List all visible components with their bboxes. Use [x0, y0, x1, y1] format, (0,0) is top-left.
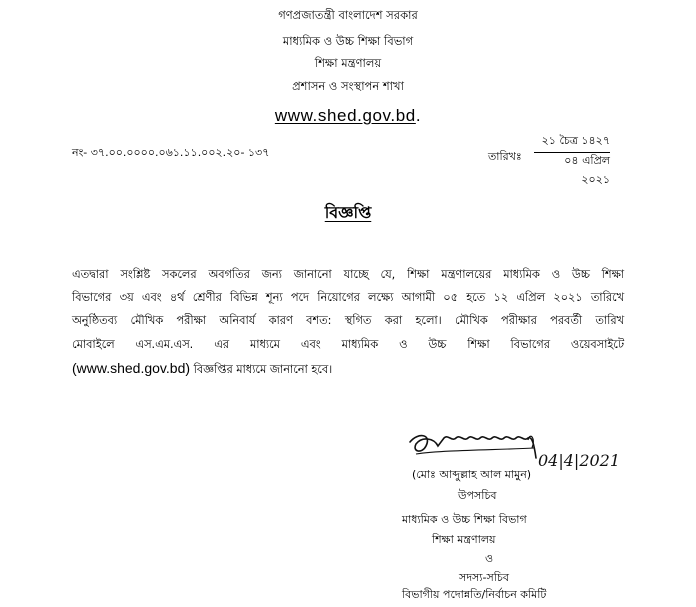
signatory-ministry: শিক্ষা মন্ত্রণালয়: [432, 533, 496, 546]
body-line-5: [72, 359, 624, 379]
body-line-1: এতদ্বারা সংশ্লিষ্ট সকলের অবগতির জন্য জানানো যাচ্ছে যে, শিক্ষা মন্ত্রণালয়ের মাধ্যমিক ও উচ্চ শিক্ষা: [72, 268, 624, 281]
section-name: প্রশাসন ও সংস্থাপন শাখা: [292, 79, 404, 93]
signatory-name: (মোঃ আব্দুল্লাহ আল মামুন): [412, 468, 532, 481]
memo-number: নং- ৩৭.০০.০০০০.০৬১.১১.০০২.২০- ১৩৭: [72, 146, 270, 159]
notice-title: [0, 200, 696, 227]
division-name: মাধ্যমিক ও উচ্চ শিক্ষা বিভাগ: [282, 34, 414, 48]
ministry-name: শিক্ষা মন্ত্রণালয়: [314, 56, 382, 70]
body-line-4: মোবাইলে এস.এম.এস. এর মাধ্যমে এবং মাধ্যমিক ও উচ্চ শিক্ষা বিভাগের ওয়েবসাইটে: [72, 338, 624, 351]
body-line-2: বিভাগের ৩য় এবং ৪র্থ শ্রেণীর বিভিন্ন শূন্য পদে নিয়োগের লক্ষ্যে আগামী ০৫ হতে ১২ এপ্রিল ২০২১ তারিখে: [72, 291, 624, 304]
signatory-role: সদস্য-সচিব: [459, 571, 509, 584]
date-bangla: ২১ চৈত্র ১৪২৭: [534, 132, 610, 153]
handwritten-date: [538, 446, 634, 472]
handwritten-date-text: 04|4|2021: [538, 451, 621, 470]
signatory-designation: উপসচিব: [458, 489, 497, 502]
website-link[interactable]: www.shed.gov.bd: [274, 106, 416, 125]
website-line: [0, 106, 696, 126]
body-website-link[interactable]: (www.shed.gov.bd): [72, 360, 191, 376]
signatory-division: মাধ্যমিক ও উচ্চ শিক্ষা বিভাগ: [402, 513, 527, 526]
signatory-committee: বিভাগীয় পদোন্নতি/নির্বাচন কমিটি: [402, 588, 547, 601]
notice-title-text: বিজ্ঞপ্তি: [324, 203, 372, 222]
website-period: .: [415, 106, 422, 125]
date-gregorian: ০৪ এপ্রিল ২০২১: [564, 154, 610, 186]
signatory-and: ও: [485, 552, 494, 565]
body-line-5-text: বিজ্ঞপ্তির মাধ্যমে জানানো হবে।: [190, 363, 333, 376]
date-label: তারিখঃ: [488, 150, 522, 163]
body-line-3: অনুষ্ঠিতব্য মৌখিক পরীক্ষা অনিবার্য কারণ বশত: স্থগিত করা হলো। মৌখিক পরীক্ষার পরবর্তী তারিখ: [72, 314, 624, 327]
govt-name: গণপ্রজাতন্ত্রী বাংলাদেশ সরকার: [278, 8, 418, 22]
